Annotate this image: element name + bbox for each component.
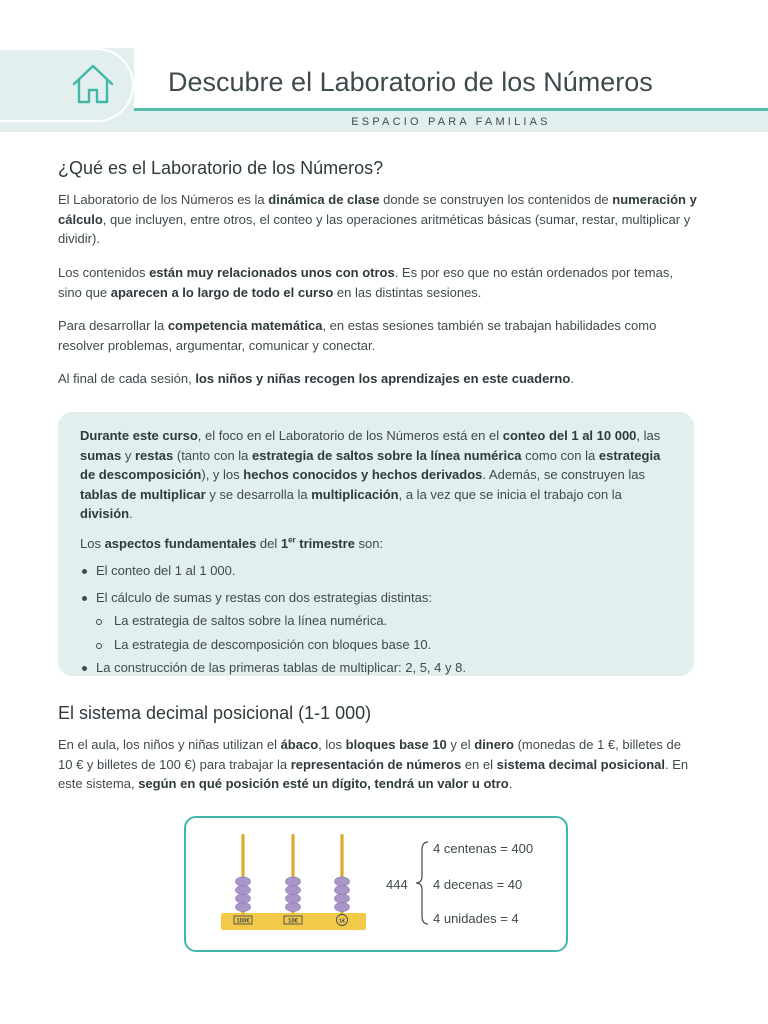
abacus-drawing: [214, 828, 374, 934]
header-rule: [134, 108, 768, 111]
abacus-bead: [236, 894, 251, 903]
paragraph-notebook: Al final de cada sesión, los niños y niñas recogen los aprendizajes en este cuaderno.: [58, 371, 574, 386]
course-focus-box: [58, 412, 694, 676]
paragraph-related-contents: Los contenidos están muy relacionados unos con otros. Es por eso que no están ordenados por temas, sino que aparecen a lo largo de todo el curso en las distintas sesiones.: [58, 265, 673, 300]
section-heading-what-is: ¿Qué es el Laboratorio de los Números?: [58, 158, 384, 178]
paragraph-decimal-system: En el aula, los niños y niñas utilizan el ábaco, los bloques base 10 y el dinero (monedas de 1 €, billetes de 10 € y billetes de 100 €) para trabajar la representación de números en el sistema decimal posicional. En este sistema, según en qué posición esté un dígito, tendrá un valor u otro.: [58, 737, 689, 791]
abacus-bead: [286, 894, 301, 903]
money-label: 100€: [236, 918, 250, 925]
abacus-bead: [335, 877, 350, 886]
abacus-bead: [236, 885, 251, 894]
abacus-bead: [236, 902, 251, 911]
course-focus-text: Durante este curso, el foco en el Laboratorio de los Números está en el conteo del 1 al 10 000, las sumas y restas (tanto con la estrategia de saltos sobre la línea numérica como con la estrategia de descomposición), y los hechos conocidos y hechos derivados. Además, se construyen las tablas de multiplicar y se desarrolla la multiplicación, a la vez que se inicia el trabajo con la división.: [80, 428, 661, 521]
abacus-bead: [286, 902, 301, 911]
sub-list-item: La estrategia de descomposición con bloques base 10.: [80, 635, 672, 655]
sub-list-item: La estrategia de saltos sobre la línea numérica.: [80, 611, 672, 631]
abacus-bead: [286, 877, 301, 886]
abacus-bead: [335, 902, 350, 911]
paragraph-intro: El Laboratorio de los Números es la dinámica de clase donde se construyen los contenidos de numeración y cálculo, que incluyen, entre otros, el conteo y las operaciones aritméticas básicas (sumar, restar, multiplicar y dividir).: [58, 192, 697, 246]
list-item: El cálculo de sumas y restas con dos estrategias distintas:: [80, 588, 672, 608]
key-aspects-list: [80, 561, 672, 678]
abacus-bead: [335, 894, 350, 903]
abacus-bead: [236, 877, 251, 886]
money-label: 10€: [287, 918, 299, 925]
hundreds-breakdown: 4 centenas = 400: [433, 841, 534, 856]
abacus-bead: [286, 885, 301, 894]
abacus-bead: [335, 885, 350, 894]
list-item: La construcción de las primeras tablas de multiplicar: 2, 5, 4 y 8.: [80, 658, 672, 678]
home-icon[interactable]: [70, 62, 116, 106]
money-label: 1€: [338, 918, 346, 925]
section-heading-decimal-system: El sistema decimal posicional (1-1 000): [58, 703, 372, 723]
page-subtitle: ESPACIO PARA FAMILIAS: [351, 116, 551, 128]
page-title: Descubre el Laboratorio de los Números: [168, 67, 653, 97]
units-breakdown: 4 unidades = 4: [433, 911, 519, 926]
brace-icon: [414, 840, 430, 926]
key-aspects-intro: Los aspectos fundamentales del 1er trimestre son:: [80, 535, 384, 551]
abacus-number: 444: [386, 877, 408, 892]
list-item: El conteo del 1 al 1 000.: [80, 561, 672, 581]
tens-breakdown: 4 decenas = 40: [433, 877, 523, 892]
paragraph-competence: Para desarrollar la competencia matemática, en estas sesiones también se trabajan habilidades como resolver problemas, argumentar, comunicar y conectar.: [58, 318, 657, 353]
